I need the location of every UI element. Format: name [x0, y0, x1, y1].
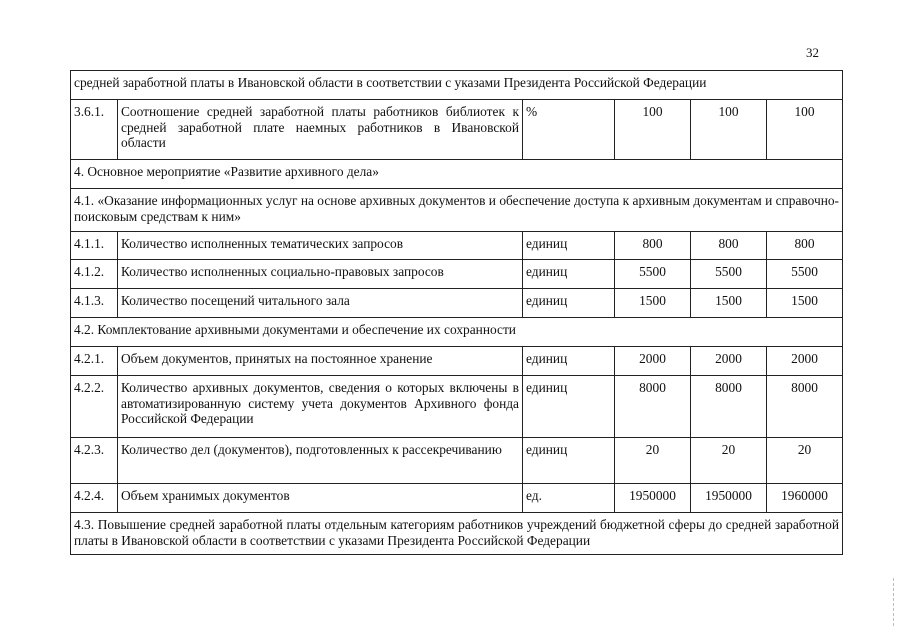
row-value-3: 8000 [767, 376, 843, 438]
row-code: 4.2.2. [71, 376, 118, 438]
row-value-3: 100 [767, 100, 843, 160]
row-code: 4.1.1. [71, 232, 118, 260]
row-unit: единиц [523, 260, 615, 289]
table-row [71, 100, 843, 160]
row-unit: единиц [523, 289, 615, 318]
row-name: Объем документов, принятых на постоянное хранение [118, 347, 523, 376]
row-value-2: 2000 [691, 347, 767, 376]
row-value-3: 800 [767, 232, 843, 260]
row-unit: ед. [523, 484, 615, 513]
row-unit: единиц [523, 347, 615, 376]
scan-edge-divider [893, 578, 895, 626]
row-value-1: 1950000 [615, 484, 691, 513]
row-unit: единиц [523, 438, 615, 484]
row-value-1: 2000 [615, 347, 691, 376]
row-name: Объем хранимых документов [118, 484, 523, 513]
section-header: средней заработной платы в Ивановской области в соответствии с указами Президента Российской Федерации [71, 71, 843, 100]
row-code: 4.2.4. [71, 484, 118, 513]
table-row [71, 232, 843, 260]
row-value-3: 20 [767, 438, 843, 484]
row-value-1: 8000 [615, 376, 691, 438]
row-code: 3.6.1. [71, 100, 118, 160]
row-value-2: 1500 [691, 289, 767, 318]
table-row [71, 189, 843, 232]
row-value-3: 1960000 [767, 484, 843, 513]
row-value-1: 100 [615, 100, 691, 160]
row-value-2: 5500 [691, 260, 767, 289]
table-row [71, 71, 843, 100]
row-unit: % [523, 100, 615, 160]
page-number: 32 [806, 45, 819, 60]
row-value-3: 1500 [767, 289, 843, 318]
row-name: Количество исполненных социально-правовых запросов [118, 260, 523, 289]
table-row [71, 289, 843, 318]
row-value-2: 20 [691, 438, 767, 484]
table-row [71, 347, 843, 376]
row-value-1: 20 [615, 438, 691, 484]
row-value-1: 5500 [615, 260, 691, 289]
row-name: Количество исполненных тематических запросов [118, 232, 523, 260]
table-row [71, 438, 843, 484]
row-value-2: 8000 [691, 376, 767, 438]
row-value-1: 1500 [615, 289, 691, 318]
table-row [71, 260, 843, 289]
indicators-table [70, 70, 843, 555]
table-row [71, 318, 843, 347]
row-value-2: 1950000 [691, 484, 767, 513]
row-name: Количество архивных документов, сведения о которых включены в автоматизированную систему учета документов Архивного фонда Российской Федерации [118, 376, 523, 438]
section-header: 4. Основное мероприятие «Развитие архивного дела» [71, 160, 843, 189]
row-value-2: 100 [691, 100, 767, 160]
section-header: 4.2. Комплектование архивными документами и обеспечение их сохранности [71, 318, 843, 347]
table-row [71, 484, 843, 513]
row-value-1: 800 [615, 232, 691, 260]
row-unit: единиц [523, 376, 615, 438]
section-header: 4.3. Повышение средней заработной платы отдельным категориям работников учреждений бюджетной сферы до средней заработной платы в Ивановской области в соответствии с указами Президента Российской Федерации [71, 513, 843, 555]
row-value-3: 5500 [767, 260, 843, 289]
row-value-3: 2000 [767, 347, 843, 376]
row-name: Соотношение средней заработной платы работников библиотек к средней заработной плате наемных работников в Ивановской области [118, 100, 523, 160]
table-row [71, 160, 843, 189]
section-header: 4.1. «Оказание информационных услуг на основе архивных документов и обеспечение доступа к архивным документам и справочно-поисковым средствам к ним» [71, 189, 843, 232]
row-code: 4.1.3. [71, 289, 118, 318]
row-name: Количество дел (документов), подготовленных к рассекречиванию [118, 438, 523, 484]
table-row [71, 376, 843, 438]
row-name: Количество посещений читального зала [118, 289, 523, 318]
row-code: 4.2.3. [71, 438, 118, 484]
row-code: 4.1.2. [71, 260, 118, 289]
table-row [71, 513, 843, 555]
row-value-2: 800 [691, 232, 767, 260]
row-unit: единиц [523, 232, 615, 260]
row-code: 4.2.1. [71, 347, 118, 376]
